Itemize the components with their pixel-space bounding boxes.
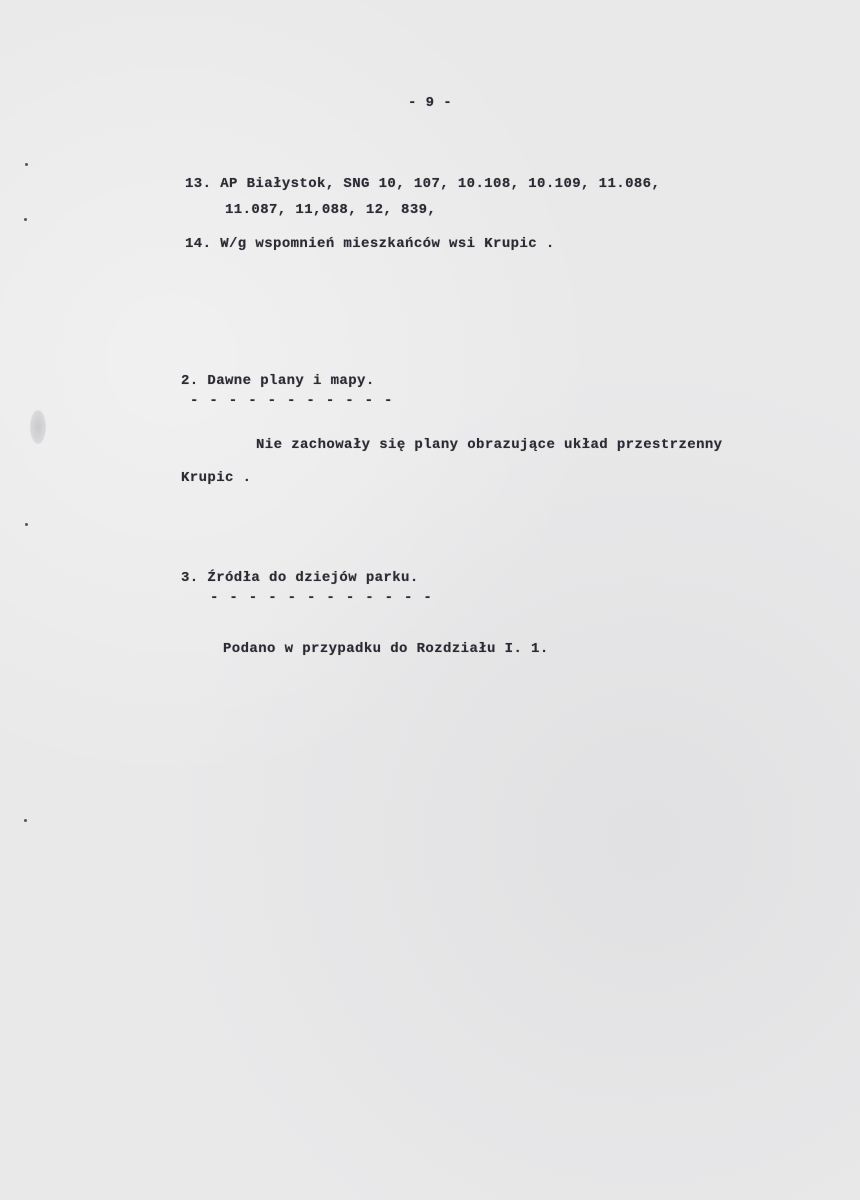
margin-mark bbox=[24, 819, 27, 822]
section-3-paragraph: Podano w przypadku do Rozdziału I. 1. bbox=[223, 641, 549, 657]
section-2-underline: - - - - - - - - - - - bbox=[190, 393, 394, 409]
margin-mark bbox=[25, 523, 28, 526]
section-3-heading: 3. Źródła do dziejów parku. bbox=[181, 570, 419, 586]
section-3-underline: - - - - - - - - - - - - bbox=[210, 590, 434, 606]
section-2-paragraph-line-2: Krupic . bbox=[181, 470, 252, 486]
reference-13-line-1: 13. AP Białystok, SNG 10, 107, 10.108, 10.109, 11.086, bbox=[185, 176, 661, 192]
section-2-heading: 2. Dawne plany i mapy. bbox=[181, 373, 375, 389]
margin-mark bbox=[25, 163, 28, 166]
reference-14: 14. W/g wspomnień mieszkańców wsi Krupic . bbox=[185, 236, 555, 252]
punch-hole-mark bbox=[30, 410, 46, 444]
page-number: - 9 - bbox=[407, 95, 452, 111]
section-2-paragraph-line-1: Nie zachowały się plany obrazujące układ przestrzenny bbox=[256, 437, 723, 453]
reference-13-line-2: 11.087, 11,088, 12, 839, bbox=[225, 202, 437, 218]
margin-mark bbox=[24, 218, 27, 221]
